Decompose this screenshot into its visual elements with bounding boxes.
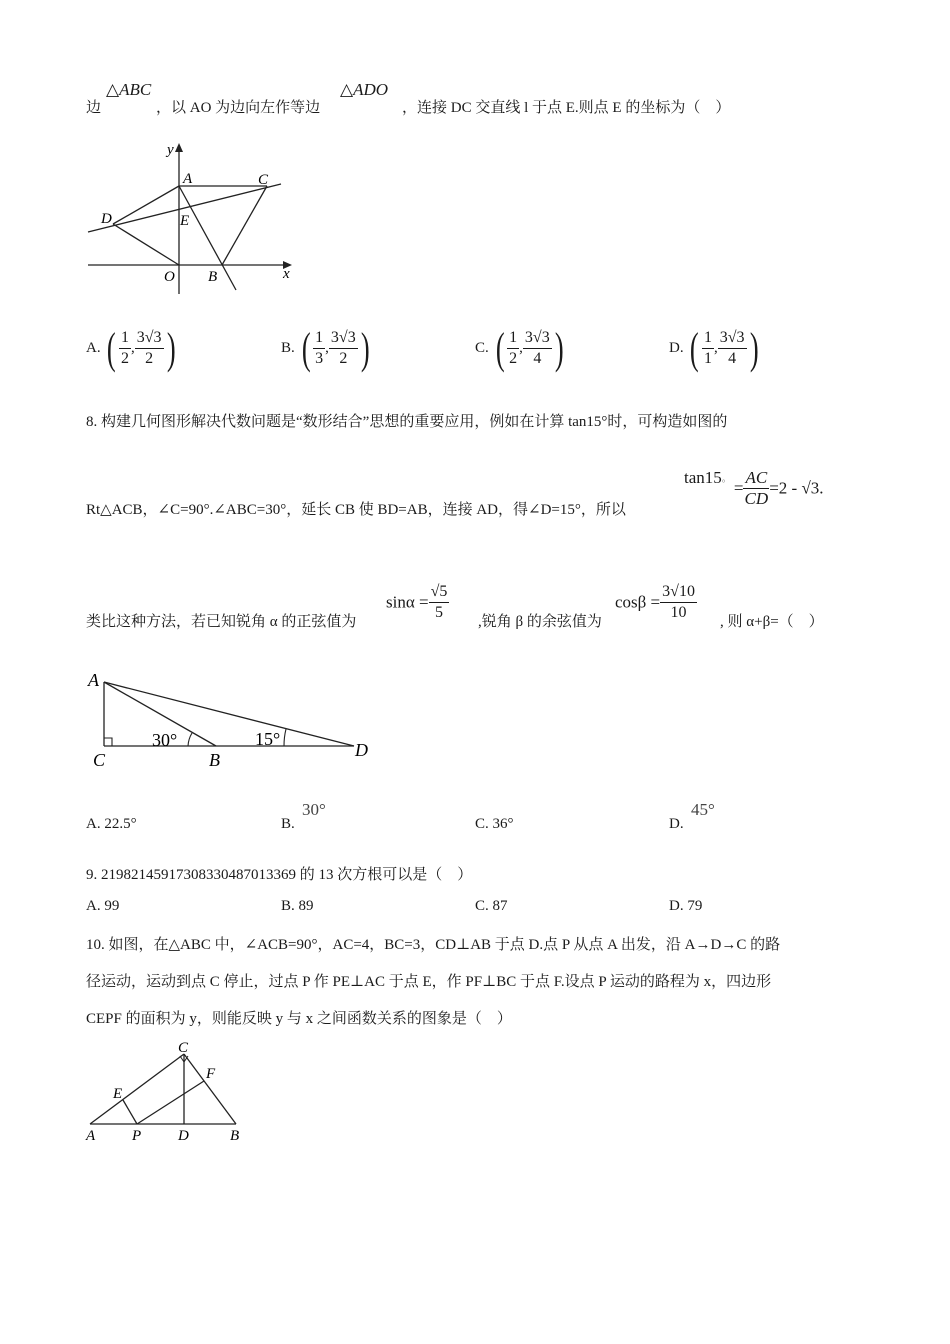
q9-option-c[interactable]: C. 87 — [475, 898, 508, 914]
label-b: B — [209, 750, 220, 770]
label-a: A — [86, 1128, 96, 1144]
q8-tan-formula: tan15° = $\frac{AC}{CD}$ =2 - √3. — [684, 468, 824, 508]
q9-option-b[interactable]: B. 89 — [281, 898, 314, 914]
q9-option-d[interactable]: D. 79 — [669, 898, 703, 914]
q7-option-a[interactable]: A. ( $\frac{1}{2}$ , $\frac{3√3}{2}$ ) — [86, 324, 176, 373]
label-b: B — [230, 1128, 240, 1144]
q8-figure — [84, 664, 384, 774]
q8-option-d[interactable]: D. 45° — [669, 800, 715, 832]
label-c: C — [178, 1040, 189, 1056]
q7-line1 — [86, 80, 866, 120]
segment-ac — [90, 1054, 184, 1124]
q10-line2: 径运动，运动到点 C 停止，过点 P 作 PE⊥AC 于点 E，作 PF⊥BC 于点 F.设点 P 运动的路程为 x，四边形 — [86, 974, 772, 990]
label-e: E — [113, 1086, 123, 1102]
segment-ad — [104, 682, 354, 746]
q10-line3: CEPF 的面积为 y，则能反映 y 与 x 之间函数关系的图象是（ ） — [86, 1011, 512, 1027]
q8-line3-mid: ,锐角 β 的余弦值为 — [478, 614, 602, 630]
label-d: D — [101, 211, 112, 227]
label-b: B — [208, 269, 218, 285]
segment-do — [113, 224, 179, 265]
q7-figure — [84, 138, 304, 296]
segment-da — [113, 186, 179, 224]
label-d: D — [178, 1128, 189, 1144]
option-letter: C. — [475, 340, 489, 356]
q8-line3-pre: 类比这种方法，若已知锐角 α 的正弦值为 — [86, 614, 357, 630]
q7-line1-post: ，连接 DC 交直线 l 于点 E.则点 E 的坐标为（ ） — [402, 100, 731, 116]
right-angle-mark-icon — [104, 738, 112, 746]
q8-cos-formula: cosβ = $\frac{3√10}{10}$ — [615, 583, 695, 621]
q7-line1-pre: 边 — [86, 100, 102, 116]
q7-triangle-ado: △ADO — [340, 80, 389, 99]
q7-option-c[interactable]: C. ( $\frac{1}{2}$ , $\frac{3√3}{4}$ ) — [475, 324, 564, 373]
label-c: C — [258, 172, 269, 188]
label-a: A — [88, 670, 99, 690]
q8-line3-post: , 则 α+β=（ ） — [720, 614, 824, 630]
option-letter: B. — [281, 340, 295, 356]
q8-line1: 8. 构建几何图形解决代数问题是“数形结合”思想的重要应用，例如在计算 tan15°时，可构造如图的 — [86, 414, 728, 430]
label-p: P — [132, 1128, 142, 1144]
q8-option-a[interactable]: A. 22.5° — [86, 816, 137, 832]
segment-pf — [137, 1081, 204, 1124]
q7-option-d[interactable]: D. ( $\frac{1}{1}$ , $\frac{3√3}{4}$ ) — [669, 324, 759, 373]
q8-option-b[interactable]: B. 30° — [281, 800, 326, 832]
label-d: D — [355, 740, 368, 760]
q7-triangle-abc: △ABC — [106, 80, 152, 99]
q8-option-c[interactable]: C. 36° — [475, 816, 514, 832]
label-angle-30: 30° — [152, 730, 178, 750]
label-o: O — [164, 269, 175, 285]
y-axis-arrow-icon — [175, 143, 183, 152]
q8-sin-formula: sinα = $\frac{√5}{5}$ — [386, 583, 448, 621]
q9-stem: 9. 2198214591730833048701336​9 的 13 次方根可以是（ ） — [86, 867, 473, 883]
label-y: y — [167, 142, 174, 158]
angle-30-arc-icon — [188, 733, 192, 746]
option-letter: D. — [669, 340, 684, 356]
q8-line2 — [86, 465, 876, 525]
option-letter: A. — [86, 340, 101, 356]
q8-line2-text: Rt△ACB，∠C=90°.∠ABC=30°，延长 CB 使 BD=AB，连接 AD，得∠D=15°，所以 — [86, 502, 626, 518]
label-e: E — [180, 213, 190, 229]
q7-line1-mid: ，以 AO 为边向左作等边 — [156, 100, 321, 116]
q10-line1: 10. 如图，在△ABC 中，∠ACB=90°，AC=4，BC=3，CD⊥AB 于点 D.点 P 从点 A 出发，沿 A→D→C 的路 — [86, 937, 781, 953]
q10-figure — [84, 1036, 254, 1148]
label-a: A — [183, 171, 193, 187]
angle-15-arc-icon — [284, 729, 286, 746]
label-angle-15: 15° — [255, 729, 281, 749]
q8-line3 — [86, 582, 876, 638]
label-x: x — [283, 266, 290, 282]
label-c: C — [93, 750, 106, 770]
label-f: F — [206, 1066, 216, 1082]
q7-option-b[interactable]: B. ( $\frac{1}{3}$ , $\frac{3√3}{2}$ ) — [281, 324, 370, 373]
segment-cb — [222, 186, 267, 265]
q9-option-a[interactable]: A. 99 — [86, 898, 120, 914]
segment-pe — [123, 1100, 137, 1124]
